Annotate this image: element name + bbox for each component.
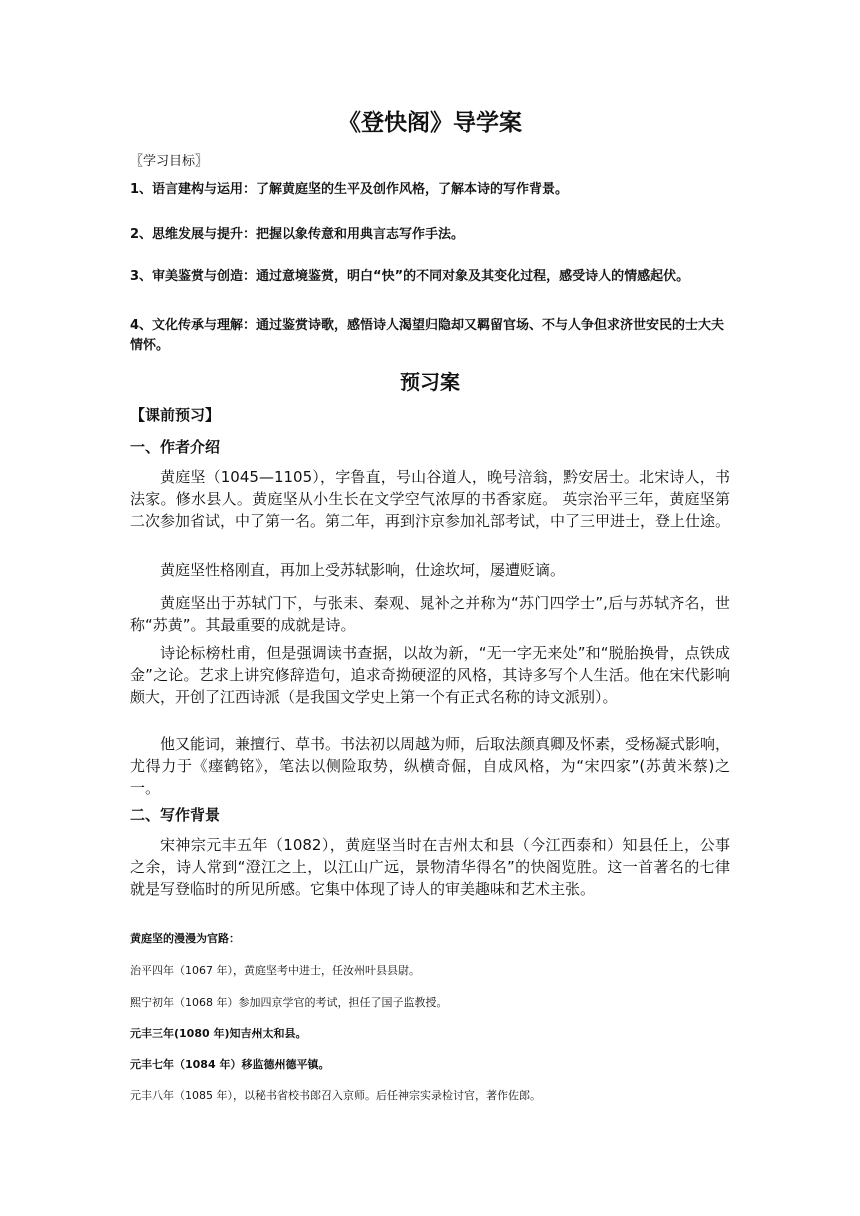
career-item: 元丰七年（1084 年）移监德州德平镇。 xyxy=(130,1058,330,1071)
section-heading-author: 一、作者介绍 xyxy=(130,438,221,456)
author-paragraph: 黄庭坚（1045—1105），字鲁直，号山谷道人，晚号涪翁，黔安居士。北宋诗人，书法家。修水县人。黄庭坚从小生长在文学空气浓厚的书香家庭。 英宗治平三年，黄庭坚第二次参加省试，中了第一名。第二年，再到汴京参加礼部考试，中了三甲进士，登上仕途。 xyxy=(130,468,731,530)
objective-item: 1、语言建构与运用：了解黄庭坚的生平及创作风格，了解本诗的写作背景。 xyxy=(130,182,569,197)
document-title: 《登快阁》导学案 xyxy=(338,110,522,136)
objective-item: 4、文化传承与理解：通过鉴赏诗歌，感悟诗人渴望归隐却又羁留官场、不与人争但求济世安民的士大夫情怀。 xyxy=(130,318,725,353)
author-paragraph: 黄庭坚出于苏轼门下，与张耒、秦观、晁补之并称为“苏门四学士”,后与苏轼齐名，世称“苏黄”。其最重要的成就是诗。 xyxy=(130,594,730,634)
background-paragraph: 宋神宗元丰五年（1082），黄庭坚当时在吉州太和县（今江西泰和）知县任上，公事之余，诗人常到“澄江之上，以江山广远，景物清华得名”的快阁览胜。这一首著名的七律就是写登临时的所见所感。它集中体现了诗人的审美趣味和艺术主张。 xyxy=(130,836,730,898)
author-paragraph: 诗论标榜杜甫，但是强调读书查据，以故为新，“无一字无来处”和“脱胎换骨，点铁成金”之论。艺求上讲究修辞造句，追求奇拗硬涩的风格，其诗多写个人生活。他在宋代影响颇大，开创了江西诗派（是我国文学史上第一个有正式名称的诗文派别）。 xyxy=(130,644,730,706)
author-paragraph: 黄庭坚性格刚直，再加上受苏轼影响，仕途坎坷，屡遭贬谪。 xyxy=(160,561,566,579)
career-item: 治平四年（1067 年），黄庭坚考中进士，任汝州叶县县尉。 xyxy=(130,964,420,977)
career-item: 元丰八年（1085 年），以秘书省校书郎召入京师。后任神宗实录检讨官，著作佐郎。 xyxy=(130,1089,541,1102)
section-heading-background: 二、写作背景 xyxy=(130,806,221,824)
author-paragraph: 他又能词，兼擅行、草书。书法初以周越为师，后取法颜真卿及怀素，受杨凝式影响，尤得力于《瘗鹤铭》，笔法以侧险取势，纵横奇倔，自成风格，为“宋四家”(苏黄米蔡)之一。 xyxy=(130,735,731,797)
objective-item: 3、审美鉴赏与创造：通过意境鉴赏，明白“快”的不同对象及其变化过程，感受诗人的情感起伏。 xyxy=(130,269,690,284)
career-item: 熙宁初年（1068 年）参加四京学官的考试，担任了国子监教授。 xyxy=(130,996,448,1009)
career-heading: 黄庭坚的漫漫为官路： xyxy=(130,932,240,945)
objectives-label: 〖学习目标〗 xyxy=(130,154,209,169)
preview-title: 预习案 xyxy=(400,370,460,394)
objective-item: 2、思维发展与提升：把握以象传意和用典言志写作手法。 xyxy=(130,227,465,242)
preview-label: 【课前预习】 xyxy=(130,406,221,424)
career-item: 元丰三年(1080 年)知吉州太和县。 xyxy=(130,1027,307,1040)
